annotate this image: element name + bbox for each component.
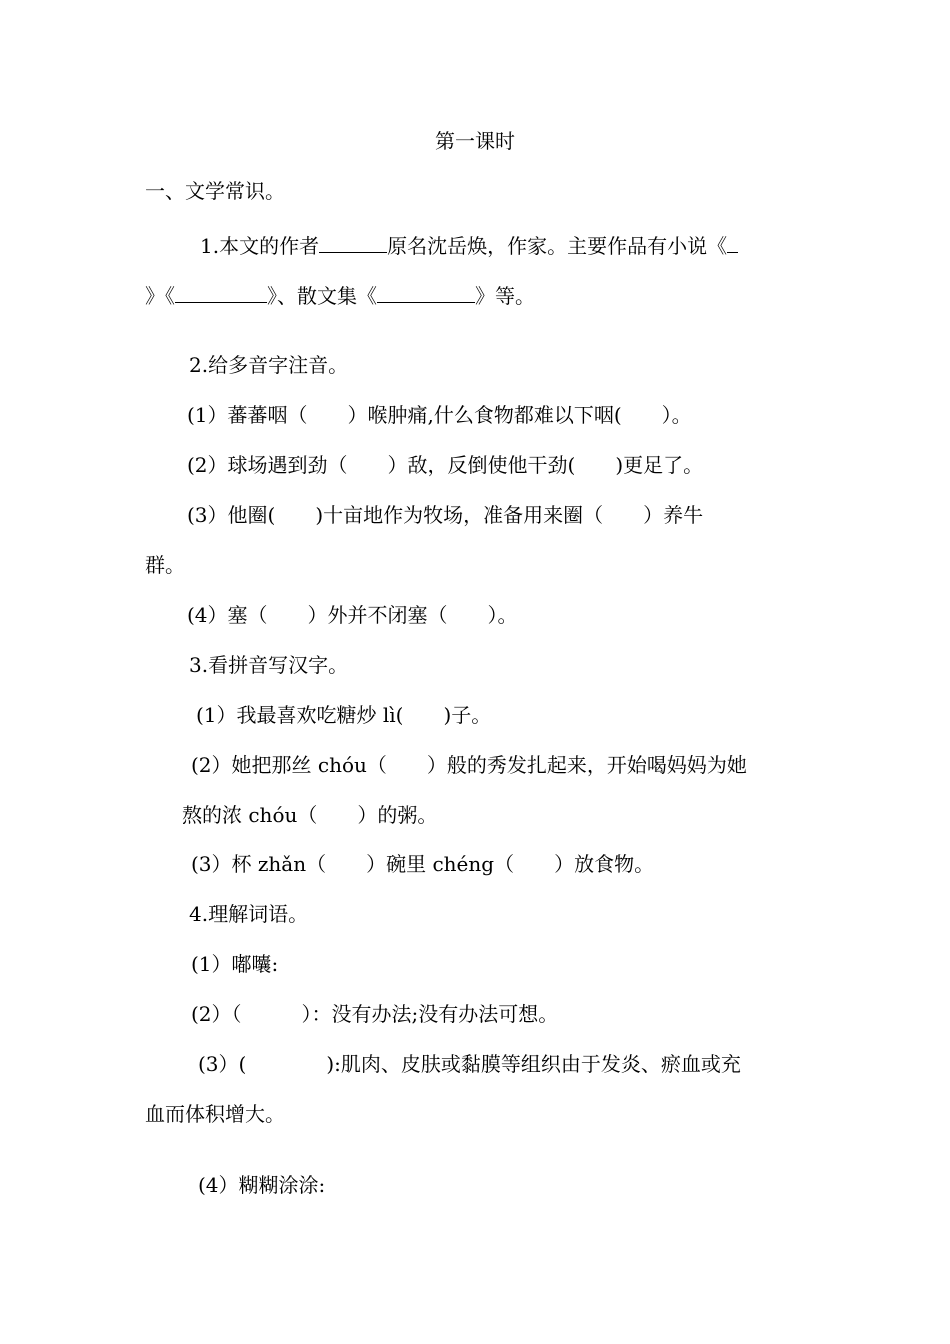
- q3-item-2-cont: 熬的浓 chóu（ ）的粥。: [182, 803, 438, 827]
- q4-item-3: (3）( ):肌肉、皮肤或黏膜等组织由于发炎、瘀血或充: [198, 1052, 741, 1076]
- blank-author[interactable]: [319, 233, 387, 253]
- q1-text-d: 》、散文集《: [267, 284, 377, 308]
- q2-item-3-cont: 群。: [145, 553, 185, 577]
- q1-text-e: 》等。: [475, 284, 535, 308]
- q1-line-2: [145, 283, 535, 306]
- q3-item-2: (2）她把那丝 chóu（ ）般的秀发扎起来，开始喝妈妈为她: [191, 753, 747, 777]
- q1-line-1: [200, 233, 738, 256]
- q3-item-1: (1）我最喜欢吃糖炒 lì( )子。: [196, 703, 492, 727]
- blank-novel-1[interactable]: [727, 233, 738, 253]
- q2-item-2: (2）球场遇到劲（ ）敌，反倒使他干劲( )更足了。: [187, 453, 704, 477]
- q3-item-3: (3）杯 zhǎn（ ）碗里 chéng（ ）放食物。: [191, 852, 655, 876]
- q1-text-c: 》《: [145, 284, 175, 308]
- q4-item-3-cont: 血而体积增大。: [145, 1102, 285, 1126]
- q4-heading: 4.理解词语。: [189, 902, 309, 926]
- q2-heading: 2.给多音字注音。: [189, 353, 349, 377]
- blank-novel-2[interactable]: [175, 283, 267, 303]
- q4-item-1: (1）嘟囔:: [191, 952, 279, 976]
- q4-item-4: (4）糊糊涂涂:: [198, 1173, 326, 1197]
- q4-item-2: (2）（ ）：没有办法;没有办法可想。: [191, 1002, 559, 1026]
- q1-text-b: 原名沈岳焕，作家。主要作品有小说《: [387, 234, 728, 258]
- page-title: 第一课时: [435, 129, 515, 153]
- section-heading-literary-knowledge: 一、文学常识。: [145, 179, 285, 203]
- q2-item-3: (3）他圈( )十亩地作为牧场，准备用来圈（ ）养牛: [187, 503, 704, 527]
- q3-heading: 3.看拼音写汉字。: [189, 653, 349, 677]
- q1-text-a: 1.本文的作者: [200, 234, 320, 258]
- blank-essay-collection[interactable]: [377, 283, 475, 303]
- q2-item-1: (1）蕃蕃咽（ ）喉肿痛,什么食物都难以下咽( ）。: [187, 403, 692, 427]
- q2-item-4: (4）塞（ ）外并不闭塞（ ）。: [187, 603, 518, 627]
